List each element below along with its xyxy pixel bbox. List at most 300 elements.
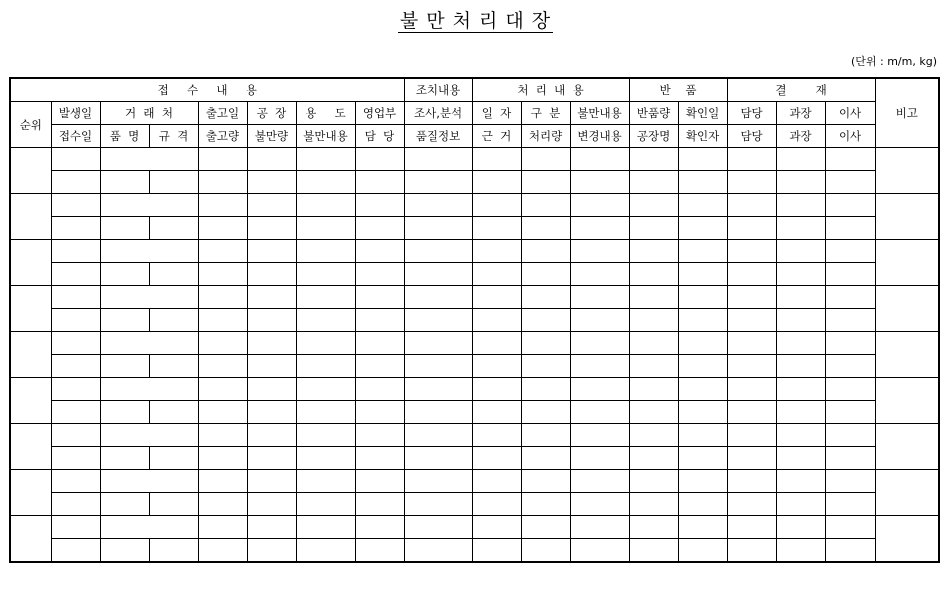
remarks-cell[interactable]	[875, 470, 939, 516]
record-cell[interactable]	[776, 309, 825, 332]
record-cell[interactable]	[355, 401, 404, 424]
record-cell[interactable]	[247, 217, 296, 240]
record-cell[interactable]	[51, 286, 100, 309]
rank-cell[interactable]	[10, 286, 51, 332]
record-cell[interactable]	[776, 148, 825, 171]
record-cell[interactable]	[521, 286, 570, 309]
record-cell[interactable]	[296, 355, 355, 378]
rank-cell[interactable]	[10, 516, 51, 563]
record-cell[interactable]	[825, 148, 875, 171]
record-cell[interactable]	[355, 217, 404, 240]
record-cell[interactable]	[825, 194, 875, 217]
record-cell[interactable]	[472, 424, 521, 447]
record-cell[interactable]	[296, 401, 355, 424]
record-cell[interactable]	[727, 332, 776, 355]
record-cell[interactable]	[727, 309, 776, 332]
record-cell[interactable]	[521, 171, 570, 194]
record-cell[interactable]	[472, 194, 521, 217]
record-cell[interactable]	[825, 355, 875, 378]
record-cell[interactable]	[198, 171, 247, 194]
record-cell[interactable]	[198, 378, 247, 401]
record-cell[interactable]	[51, 539, 100, 563]
record-cell[interactable]	[404, 355, 472, 378]
col-approval-director: 이사	[825, 102, 875, 125]
record-cell[interactable]	[149, 447, 198, 470]
record-cell[interactable]	[727, 378, 776, 401]
record-cell[interactable]	[100, 355, 149, 378]
record-cell[interactable]	[570, 470, 629, 493]
record-cell[interactable]	[100, 493, 149, 516]
record-cell[interactable]	[404, 148, 472, 171]
record-cell[interactable]	[149, 263, 198, 286]
record-cell[interactable]	[521, 539, 570, 563]
record-cell[interactable]	[825, 263, 875, 286]
record-cell[interactable]	[355, 470, 404, 493]
record-cell[interactable]	[776, 378, 825, 401]
record-cell[interactable]	[296, 493, 355, 516]
record-cell[interactable]	[629, 148, 678, 171]
record-cell[interactable]	[404, 493, 472, 516]
record-cell[interactable]	[825, 516, 875, 539]
record-cell[interactable]	[570, 194, 629, 217]
record-cell[interactable]	[727, 470, 776, 493]
record-cell[interactable]	[100, 424, 198, 447]
record-cell[interactable]	[404, 378, 472, 401]
record-row-bottom	[10, 355, 939, 378]
record-cell[interactable]	[355, 424, 404, 447]
record-cell[interactable]	[51, 263, 100, 286]
record-cell[interactable]	[198, 217, 247, 240]
remarks-cell[interactable]	[875, 516, 939, 563]
record-cell[interactable]	[776, 240, 825, 263]
record-cell[interactable]	[247, 148, 296, 171]
remarks-cell[interactable]	[875, 332, 939, 378]
record-cell[interactable]	[296, 309, 355, 332]
record-cell[interactable]	[198, 263, 247, 286]
record-cell[interactable]	[678, 171, 727, 194]
remarks-cell[interactable]	[875, 240, 939, 286]
record-cell[interactable]	[678, 516, 727, 539]
record-cell[interactable]	[472, 401, 521, 424]
record-cell[interactable]	[247, 539, 296, 563]
record-cell[interactable]	[404, 516, 472, 539]
rank-cell[interactable]	[10, 332, 51, 378]
rank-cell[interactable]	[10, 378, 51, 424]
record-cell[interactable]	[776, 539, 825, 563]
record-cell[interactable]	[570, 240, 629, 263]
record-cell[interactable]	[404, 309, 472, 332]
record-cell[interactable]	[570, 263, 629, 286]
record-cell[interactable]	[521, 332, 570, 355]
record-cell[interactable]	[296, 240, 355, 263]
record-cell[interactable]	[825, 401, 875, 424]
record-cell[interactable]	[355, 240, 404, 263]
record-cell[interactable]	[247, 263, 296, 286]
record-cell[interactable]	[149, 401, 198, 424]
record-cell[interactable]	[100, 309, 149, 332]
record-cell[interactable]	[198, 470, 247, 493]
rank-cell[interactable]	[10, 470, 51, 516]
record-cell[interactable]	[198, 516, 247, 539]
record-cell[interactable]	[678, 263, 727, 286]
record-cell[interactable]	[629, 263, 678, 286]
record-cell[interactable]	[776, 355, 825, 378]
remarks-cell[interactable]	[875, 286, 939, 332]
record-cell[interactable]	[521, 240, 570, 263]
record-cell[interactable]	[629, 401, 678, 424]
record-cell[interactable]	[629, 539, 678, 563]
record-cell[interactable]	[247, 171, 296, 194]
record-cell[interactable]	[247, 424, 296, 447]
record-cell[interactable]	[825, 217, 875, 240]
record-cell[interactable]	[472, 286, 521, 309]
record-cell[interactable]	[570, 447, 629, 470]
record-cell[interactable]	[296, 378, 355, 401]
record-cell[interactable]	[51, 332, 100, 355]
record-cell[interactable]	[629, 493, 678, 516]
record-cell[interactable]	[355, 378, 404, 401]
rank-cell[interactable]	[10, 424, 51, 470]
record-cell[interactable]	[570, 516, 629, 539]
record-cell[interactable]	[404, 401, 472, 424]
record-cell[interactable]	[100, 539, 149, 563]
record-cell[interactable]	[727, 424, 776, 447]
record-cell[interactable]	[51, 217, 100, 240]
record-cell[interactable]	[149, 309, 198, 332]
record-cell[interactable]	[472, 148, 521, 171]
record-cell[interactable]	[51, 171, 100, 194]
record-cell[interactable]	[355, 332, 404, 355]
record-cell[interactable]	[825, 171, 875, 194]
record-cell[interactable]	[678, 332, 727, 355]
rank-cell[interactable]	[10, 148, 51, 194]
record-cell[interactable]	[678, 493, 727, 516]
record-cell[interactable]	[629, 355, 678, 378]
record-cell[interactable]	[149, 493, 198, 516]
record-cell[interactable]	[521, 470, 570, 493]
record-cell[interactable]	[404, 332, 472, 355]
record-cell[interactable]	[521, 355, 570, 378]
record-cell[interactable]	[247, 470, 296, 493]
record-cell[interactable]	[629, 217, 678, 240]
record-cell[interactable]	[198, 401, 247, 424]
record-cell[interactable]	[825, 309, 875, 332]
record-cell[interactable]	[100, 286, 198, 309]
record-cell[interactable]	[472, 263, 521, 286]
record-cell[interactable]	[404, 263, 472, 286]
record-cell[interactable]	[51, 493, 100, 516]
record-cell[interactable]	[472, 378, 521, 401]
record-cell[interactable]	[727, 171, 776, 194]
rank-cell[interactable]	[10, 194, 51, 240]
record-cell[interactable]	[570, 539, 629, 563]
record-cell[interactable]	[629, 240, 678, 263]
record-cell[interactable]	[629, 378, 678, 401]
record-cell[interactable]	[570, 148, 629, 171]
record-cell[interactable]	[404, 539, 472, 563]
record-cell[interactable]	[570, 493, 629, 516]
record-cell[interactable]	[296, 447, 355, 470]
record-cell[interactable]	[247, 493, 296, 516]
record-cell[interactable]	[51, 309, 100, 332]
record-cell[interactable]	[570, 309, 629, 332]
record-cell[interactable]	[247, 355, 296, 378]
record-cell[interactable]	[51, 424, 100, 447]
record-cell[interactable]	[570, 286, 629, 309]
record-cell[interactable]	[776, 286, 825, 309]
record-cell[interactable]	[198, 424, 247, 447]
record-cell[interactable]	[776, 217, 825, 240]
record-cell[interactable]	[678, 378, 727, 401]
record-cell[interactable]	[51, 378, 100, 401]
record-cell[interactable]	[355, 493, 404, 516]
record-cell[interactable]	[472, 355, 521, 378]
record-cell[interactable]	[404, 240, 472, 263]
record-cell[interactable]	[198, 332, 247, 355]
remarks-cell[interactable]	[875, 194, 939, 240]
record-cell[interactable]	[404, 470, 472, 493]
record-cell[interactable]	[521, 516, 570, 539]
record-cell[interactable]	[570, 401, 629, 424]
record-row-top	[10, 470, 939, 493]
record-cell[interactable]	[629, 332, 678, 355]
record-cell[interactable]	[521, 424, 570, 447]
record-cell[interactable]	[149, 217, 198, 240]
record-cell[interactable]	[296, 171, 355, 194]
record-cell[interactable]	[776, 332, 825, 355]
record-cell[interactable]	[247, 194, 296, 217]
record-cell[interactable]	[472, 539, 521, 563]
record-cell[interactable]	[776, 401, 825, 424]
record-cell[interactable]	[100, 217, 149, 240]
record-cell[interactable]	[247, 401, 296, 424]
record-cell[interactable]	[521, 263, 570, 286]
record-cell[interactable]	[825, 470, 875, 493]
record-cell[interactable]	[198, 355, 247, 378]
record-cell[interactable]	[296, 516, 355, 539]
record-cell[interactable]	[570, 355, 629, 378]
record-cell[interactable]	[727, 493, 776, 516]
record-cell[interactable]	[825, 286, 875, 309]
record-cell[interactable]	[198, 309, 247, 332]
record-cell[interactable]	[355, 539, 404, 563]
record-cell[interactable]	[629, 194, 678, 217]
record-cell[interactable]	[776, 470, 825, 493]
record-cell[interactable]	[570, 424, 629, 447]
record-cell[interactable]	[355, 355, 404, 378]
record-cell[interactable]	[629, 309, 678, 332]
record-cell[interactable]	[825, 332, 875, 355]
record-cell[interactable]	[404, 286, 472, 309]
record-cell[interactable]	[51, 470, 100, 493]
record-cell[interactable]	[678, 355, 727, 378]
record-cell[interactable]	[727, 217, 776, 240]
record-cell[interactable]	[825, 378, 875, 401]
record-cell[interactable]	[355, 263, 404, 286]
record-cell[interactable]	[404, 171, 472, 194]
record-cell[interactable]	[629, 171, 678, 194]
record-cell[interactable]	[521, 194, 570, 217]
record-cell[interactable]	[149, 171, 198, 194]
record-cell[interactable]	[296, 332, 355, 355]
record-cell[interactable]	[198, 493, 247, 516]
record-cell[interactable]	[51, 240, 100, 263]
record-cell[interactable]	[727, 240, 776, 263]
record-cell[interactable]	[678, 470, 727, 493]
record-cell[interactable]	[629, 516, 678, 539]
record-cell[interactable]	[100, 401, 149, 424]
record-cell[interactable]	[404, 194, 472, 217]
rank-cell[interactable]	[10, 240, 51, 286]
remarks-cell[interactable]	[875, 378, 939, 424]
record-cell[interactable]	[521, 309, 570, 332]
record-cell[interactable]	[629, 470, 678, 493]
record-cell[interactable]	[727, 355, 776, 378]
record-cell[interactable]	[776, 516, 825, 539]
record-cell[interactable]	[247, 516, 296, 539]
record-cell[interactable]	[198, 148, 247, 171]
record-cell[interactable]	[247, 332, 296, 355]
record-cell[interactable]	[51, 401, 100, 424]
record-cell[interactable]	[776, 194, 825, 217]
record-cell[interactable]	[727, 194, 776, 217]
record-cell[interactable]	[472, 516, 521, 539]
remarks-cell[interactable]	[875, 424, 939, 470]
record-cell[interactable]	[296, 424, 355, 447]
record-cell[interactable]	[678, 217, 727, 240]
record-cell[interactable]	[521, 378, 570, 401]
record-cell[interactable]	[678, 240, 727, 263]
record-cell[interactable]	[355, 309, 404, 332]
record-cell[interactable]	[776, 263, 825, 286]
record-cell[interactable]	[727, 516, 776, 539]
record-cell[interactable]	[521, 447, 570, 470]
record-cell[interactable]	[570, 378, 629, 401]
record-cell[interactable]	[247, 240, 296, 263]
record-cell[interactable]	[570, 171, 629, 194]
record-cell[interactable]	[521, 217, 570, 240]
record-cell[interactable]	[678, 401, 727, 424]
record-cell[interactable]	[296, 148, 355, 171]
record-cell[interactable]	[472, 240, 521, 263]
record-cell[interactable]	[355, 516, 404, 539]
record-cell[interactable]	[198, 539, 247, 563]
record-cell[interactable]	[198, 194, 247, 217]
record-cell[interactable]	[727, 539, 776, 563]
record-cell[interactable]	[570, 332, 629, 355]
record-cell[interactable]	[727, 401, 776, 424]
record-cell[interactable]	[776, 493, 825, 516]
record-cell[interactable]	[51, 516, 100, 539]
record-cell[interactable]	[521, 493, 570, 516]
record-cell[interactable]	[198, 286, 247, 309]
record-cell[interactable]	[825, 493, 875, 516]
record-cell[interactable]	[100, 447, 149, 470]
record-cell[interactable]	[629, 447, 678, 470]
remarks-cell[interactable]	[875, 148, 939, 194]
record-cell[interactable]	[678, 447, 727, 470]
record-cell[interactable]	[100, 263, 149, 286]
record-cell[interactable]	[247, 286, 296, 309]
record-cell[interactable]	[521, 148, 570, 171]
record-cell[interactable]	[629, 424, 678, 447]
record-cell[interactable]	[100, 470, 198, 493]
record-cell[interactable]	[296, 217, 355, 240]
record-cell[interactable]	[355, 194, 404, 217]
record-cell[interactable]	[51, 447, 100, 470]
record-cell[interactable]	[51, 148, 100, 171]
record-cell[interactable]	[472, 171, 521, 194]
record-cell[interactable]	[825, 447, 875, 470]
record-cell[interactable]	[355, 447, 404, 470]
record-cell[interactable]	[727, 286, 776, 309]
record-cell[interactable]	[472, 309, 521, 332]
record-cell[interactable]	[296, 539, 355, 563]
record-cell[interactable]	[472, 332, 521, 355]
record-cell[interactable]	[100, 148, 198, 171]
record-cell[interactable]	[149, 355, 198, 378]
record-cell[interactable]	[247, 378, 296, 401]
record-cell[interactable]	[51, 194, 100, 217]
record-cell[interactable]	[776, 447, 825, 470]
record-cell[interactable]	[776, 171, 825, 194]
record-cell[interactable]	[355, 148, 404, 171]
record-cell[interactable]	[825, 539, 875, 563]
record-cell[interactable]	[727, 447, 776, 470]
record-cell[interactable]	[51, 355, 100, 378]
record-cell[interactable]	[100, 332, 198, 355]
record-cell[interactable]	[472, 493, 521, 516]
record-cell[interactable]	[404, 424, 472, 447]
record-cell[interactable]	[776, 424, 825, 447]
record-cell[interactable]	[521, 401, 570, 424]
record-cell[interactable]	[404, 447, 472, 470]
record-cell[interactable]	[355, 286, 404, 309]
record-cell[interactable]	[247, 447, 296, 470]
record-cell[interactable]	[296, 263, 355, 286]
record-cell[interactable]	[727, 263, 776, 286]
record-cell[interactable]	[825, 424, 875, 447]
record-cell[interactable]	[404, 217, 472, 240]
record-cell[interactable]	[472, 217, 521, 240]
record-cell[interactable]	[727, 148, 776, 171]
record-cell[interactable]	[678, 148, 727, 171]
record-cell[interactable]	[198, 447, 247, 470]
record-cell[interactable]	[472, 447, 521, 470]
record-cell[interactable]	[296, 194, 355, 217]
record-cell[interactable]	[247, 309, 296, 332]
record-cell[interactable]	[678, 539, 727, 563]
record-cell[interactable]	[678, 424, 727, 447]
record-cell[interactable]	[355, 171, 404, 194]
record-cell[interactable]	[198, 240, 247, 263]
record-cell[interactable]	[678, 286, 727, 309]
record-cell[interactable]	[296, 286, 355, 309]
record-cell[interactable]	[100, 378, 198, 401]
record-cell[interactable]	[629, 286, 678, 309]
record-cell[interactable]	[472, 470, 521, 493]
record-cell[interactable]	[570, 217, 629, 240]
record-cell[interactable]	[100, 194, 198, 217]
record-cell[interactable]	[678, 309, 727, 332]
record-cell[interactable]	[100, 240, 198, 263]
record-cell[interactable]	[100, 171, 149, 194]
record-cell[interactable]	[296, 470, 355, 493]
record-cell[interactable]	[149, 539, 198, 563]
record-cell[interactable]	[825, 240, 875, 263]
record-cell[interactable]	[100, 516, 198, 539]
record-cell[interactable]	[678, 194, 727, 217]
